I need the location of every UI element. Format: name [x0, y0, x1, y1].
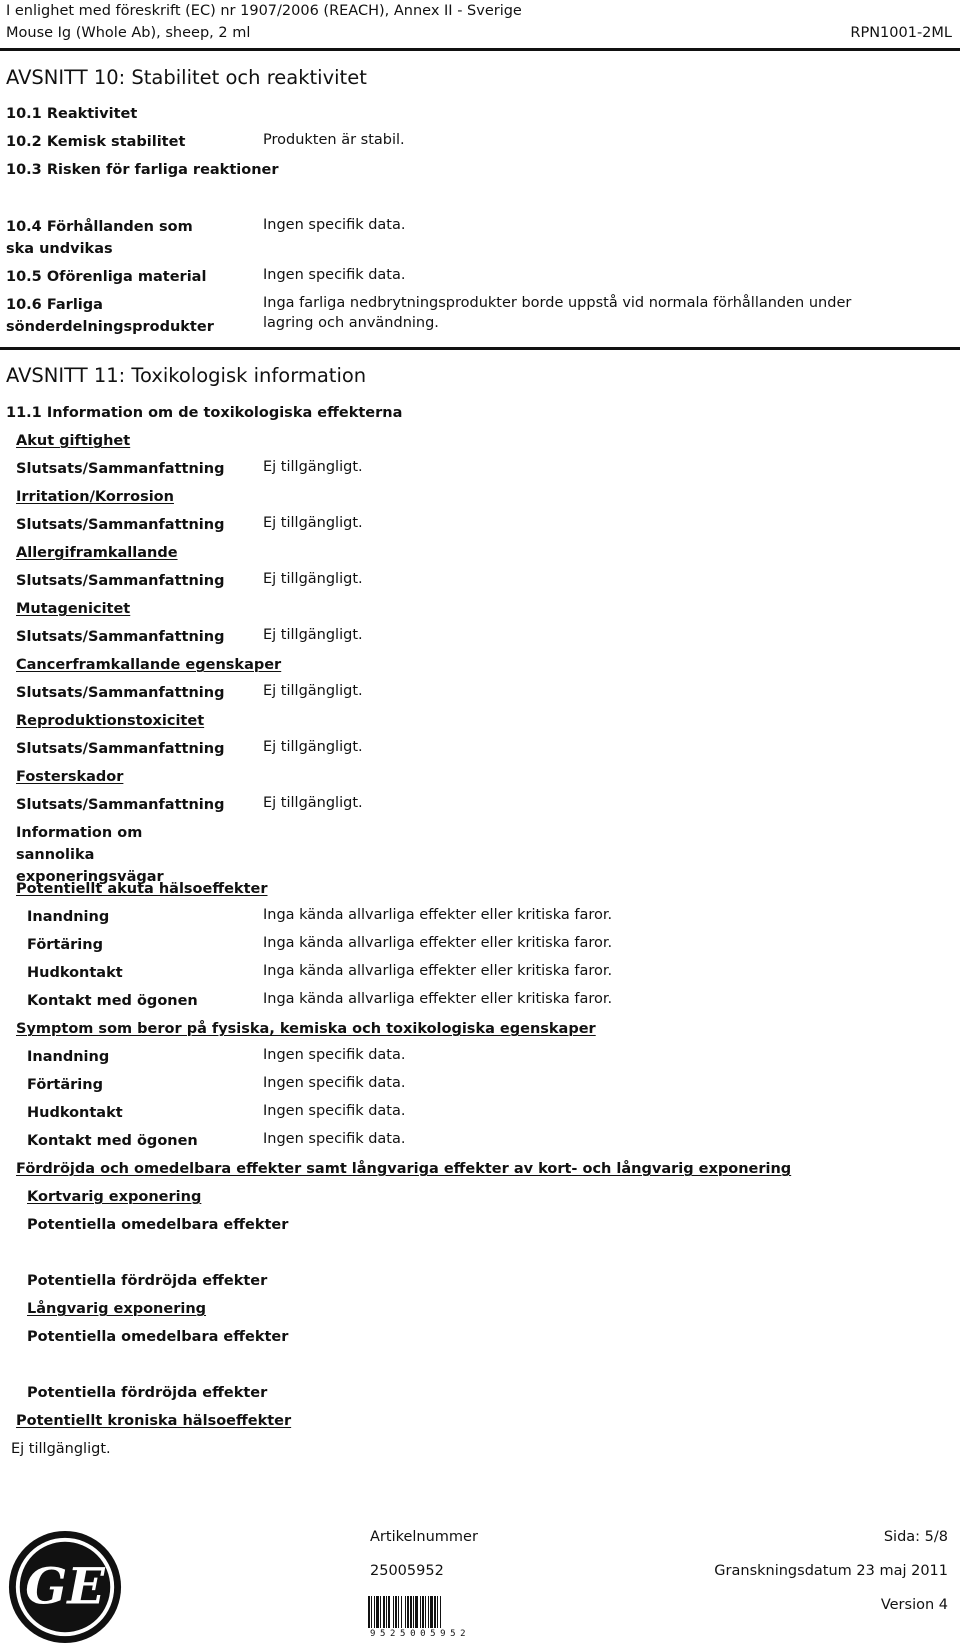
summary-value: Ej tillgängligt.	[263, 627, 363, 643]
summary-label: Slutsats/Sammanfattning	[16, 461, 225, 477]
delayed-effects-label: Potentiella fördröjda effekter	[27, 1273, 268, 1289]
barcode-bar	[401, 1596, 402, 1628]
s10-row-label: 10.5 Oförenliga material	[6, 269, 207, 285]
version: Version 4	[880, 1597, 948, 1613]
routes-label: Information om sannolika exponeringsvägar	[16, 825, 164, 885]
barcode	[368, 1596, 498, 1628]
ge-logo	[6, 1528, 124, 1646]
symptom-route-value: Ingen specifik data.	[263, 1047, 406, 1063]
header-product: Mouse Ig (Whole Ab), sheep, 2 ml	[6, 25, 251, 41]
s10-row-label: 10.4 Förhållanden som ska undvikas	[6, 219, 193, 257]
short-term-exposure: Kortvarig exponering	[27, 1189, 202, 1205]
summary-value: Ej tillgängligt.	[263, 515, 363, 531]
barcode-bar	[393, 1596, 394, 1628]
barcode-bar	[383, 1596, 385, 1628]
tox-category: Irritation/Korrosion	[16, 489, 174, 505]
s10-row-value: Ingen specifik data.	[263, 267, 406, 283]
barcode-bar	[398, 1596, 399, 1628]
acute-route-value: Inga kända allvarliga effekter eller kritiska faror.	[263, 963, 613, 979]
header-rule	[0, 48, 960, 51]
acute-route-value: Inga kända allvarliga effekter eller kritiska faror.	[263, 991, 613, 1007]
header-product-code: RPN1001-2ML	[850, 25, 952, 41]
s10-row-label: 10.3 Risken för farliga reaktioner	[6, 162, 279, 178]
acute-route-label: Förtäring	[27, 937, 103, 953]
barcode-bar	[413, 1596, 414, 1628]
ge-logo-text: GE	[25, 1557, 105, 1616]
barcode-bar	[420, 1596, 421, 1628]
summary-value: Ej tillgängligt.	[263, 683, 363, 699]
barcode-bar	[374, 1596, 375, 1628]
barcode-bar	[405, 1596, 406, 1628]
summary-label: Slutsats/Sammanfattning	[16, 797, 225, 813]
summary-value: Ej tillgängligt.	[263, 739, 363, 755]
barcode-bar	[371, 1596, 372, 1628]
s10-row-value: Inga farliga nedbrytningsprodukter borde uppstå vid normala förhållanden under lagring och användning.	[263, 295, 852, 331]
barcode-bar	[415, 1596, 418, 1628]
symptom-route-value: Ingen specifik data.	[263, 1075, 406, 1091]
page-number: Sida: 5/8	[883, 1529, 948, 1545]
barcode-bar	[437, 1596, 438, 1628]
s10-row-label: 10.6 Farliga sönderdelningsprodukter	[6, 297, 214, 335]
tox-category: Fosterskador	[16, 769, 124, 785]
barcode-bar	[380, 1596, 381, 1628]
long-term-exposure: Långvarig exponering	[27, 1301, 207, 1317]
symptom-title: Symptom som beror på fysiska, kemiska och toxikologiska egenskaper	[16, 1021, 596, 1037]
section11-title: AVSNITT 11: Toxikologisk information	[6, 364, 367, 387]
article-label: Artikelnummer	[370, 1529, 478, 1545]
immediate-effects-label: Potentiella omedelbara effekter	[27, 1329, 289, 1345]
barcode-bar	[407, 1596, 409, 1628]
barcode-bar	[434, 1596, 436, 1628]
section11-subtitle: 11.1 Information om de toxikologiska effekterna	[6, 405, 403, 421]
s10-row-label: 10.2 Kemisk stabilitet	[6, 134, 186, 150]
symptom-route-value: Ingen specifik data.	[263, 1103, 406, 1119]
delayed-effects-title: Fördröjda och omedelbara effekter samt långvariga effekter av kort- och långvarig exponering	[16, 1161, 792, 1177]
s10-row-value: Ingen specifik data.	[263, 217, 406, 233]
symptom-route-value: Ingen specifik data.	[263, 1131, 406, 1147]
section-rule	[0, 347, 960, 350]
barcode-bar	[425, 1596, 426, 1628]
symptom-route-label: Förtäring	[27, 1077, 103, 1093]
acute-route-label: Inandning	[27, 909, 110, 925]
symptom-route-label: Hudkontakt	[27, 1105, 123, 1121]
tox-category: Mutagenicitet	[16, 601, 131, 617]
tox-category: Akut giftighet	[16, 433, 131, 449]
barcode-digits: 9525005952	[370, 1629, 471, 1639]
barcode-bar	[430, 1596, 433, 1628]
chronic-effects-title: Potentiellt kroniska hälsoeffekter	[16, 1413, 292, 1429]
immediate-effects-label: Potentiella omedelbara effekter	[27, 1217, 289, 1233]
summary-value: Ej tillgängligt.	[263, 795, 363, 811]
barcode-bar	[395, 1596, 397, 1628]
s10-row-value: Produkten är stabil.	[263, 132, 405, 148]
tox-category: Reproduktionstoxicitet	[16, 713, 205, 729]
summary-label: Slutsats/Sammanfattning	[16, 741, 225, 757]
summary-value: Ej tillgängligt.	[263, 459, 363, 475]
barcode-bar	[422, 1596, 424, 1628]
delayed-effects-label: Potentiella fördröjda effekter	[27, 1385, 268, 1401]
review-date: Granskningsdatum 23 maj 2011	[714, 1563, 948, 1579]
s10-row-label: 10.1 Reaktivitet	[6, 106, 138, 122]
tox-category: Allergiframkallande	[16, 545, 178, 561]
barcode-bar	[388, 1596, 390, 1628]
summary-value: Ej tillgängligt.	[263, 571, 363, 587]
acute-route-value: Inga kända allvarliga effekter eller kritiska faror.	[263, 935, 613, 951]
tox-category: Cancerframkallande egenskaper	[16, 657, 282, 673]
summary-label: Slutsats/Sammanfattning	[16, 629, 225, 645]
barcode-bar	[440, 1596, 441, 1628]
barcode-bar	[410, 1596, 412, 1628]
acute-route-label: Kontakt med ögonen	[27, 993, 198, 1009]
symptom-route-label: Kontakt med ögonen	[27, 1133, 198, 1149]
acute-effects-title: Potentiellt akuta hälsoeffekter	[16, 881, 268, 897]
barcode-bar	[386, 1596, 387, 1628]
article-number: 25005952	[370, 1563, 444, 1579]
summary-label: Slutsats/Sammanfattning	[16, 685, 225, 701]
barcode-bar	[428, 1596, 429, 1628]
symptom-route-label: Inandning	[27, 1049, 110, 1065]
barcode-bar	[376, 1596, 379, 1628]
chronic-effects-value: Ej tillgängligt.	[11, 1441, 111, 1457]
acute-route-value: Inga kända allvarliga effekter eller kritiska faror.	[263, 907, 613, 923]
summary-label: Slutsats/Sammanfattning	[16, 573, 225, 589]
header-regulation: I enlighet med föreskrift (EC) nr 1907/2006 (REACH), Annex II - Sverige	[6, 3, 522, 19]
acute-route-label: Hudkontakt	[27, 965, 123, 981]
summary-label: Slutsats/Sammanfattning	[16, 517, 225, 533]
section10-title: AVSNITT 10: Stabilitet och reaktivitet	[6, 66, 367, 89]
barcode-bar	[368, 1596, 370, 1628]
